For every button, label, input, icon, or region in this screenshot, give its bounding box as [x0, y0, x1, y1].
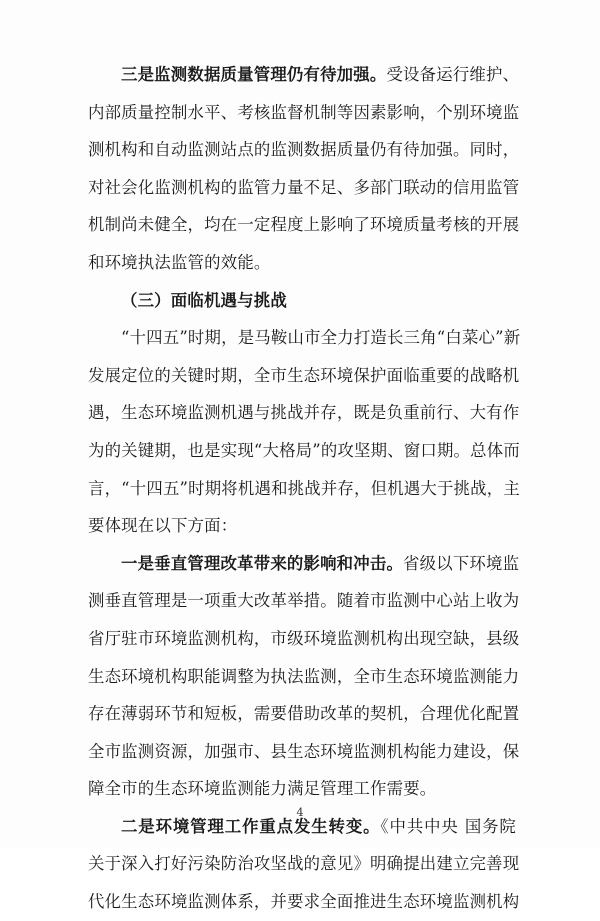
paragraph-lead: 二是环境管理工作重点发生转变。	[121, 816, 381, 836]
paragraph-line: “十四五”时期，是马鞍山市全力打造长三角“白菜心”新	[121, 328, 521, 348]
paragraph-line: 发展定位的关键时期，全市生态环境保护面临重要的战略机	[88, 365, 520, 385]
paragraph-text: 受设备运行维护、	[386, 65, 520, 84]
paragraph-line: 障全市的生态环境监测能力满足管理工作需要。	[88, 779, 437, 799]
paragraph-lead: 一是垂直管理改革带来的影响和冲击。	[121, 553, 404, 573]
paragraph-line: 生态环境机构职能调整为执法监测，全市生态环境监测能力	[88, 666, 520, 686]
paragraph-line: 存在薄弱环节和短板，需要借助改革的契机，合理优化配置	[88, 704, 520, 724]
body-text	[88, 56, 521, 921]
paragraph-line: 为的关键期，也是实现“大格局”的攻坚期、窗口期。总体而	[88, 440, 520, 460]
paragraph-line: 机制尚未健全，均在一定程度上影响了环境质量考核的开展	[88, 215, 520, 235]
paragraph-line	[88, 56, 520, 94]
paragraph-line: 测机构和自动监测站点的监测数据质量仍有待加强。同时，	[88, 140, 520, 160]
paragraph-text: 省级以下环境监	[403, 553, 520, 573]
paragraph-line: 遇，生态环境监测机遇与挑战并存，既是负重前行、大有作	[88, 403, 520, 423]
paragraph-line: 言，“十四五”时期将机遇和挑战并存，但机遇大于挑战，主	[88, 478, 520, 498]
paragraph-line	[88, 545, 520, 583]
paragraph-line: 省厅驻市环境监测机构，市级环境监测机构出现空缺，县级	[88, 628, 520, 648]
paragraph-line: 测垂直管理是一项重大改革举措。随着市监测中心站上收为	[88, 591, 520, 611]
paragraph-lead: 三是监测数据质量管理仍有待加强。	[121, 65, 387, 84]
paragraph-line: 和环境执法监管的效能。	[88, 252, 271, 272]
paragraph-text: 《中共中央 国务院	[380, 816, 517, 836]
section-heading: （三）面临机遇与挑战	[121, 290, 287, 310]
paragraph-line: 全市监测资源，加强市、县生态环境监测机构能力建设，保	[88, 741, 520, 761]
paragraph-line: 代化生态环境监测体系，并要求全面推进生态环境监测机构	[88, 892, 520, 912]
paragraph-line: 要体现在以下方面：	[88, 516, 238, 536]
page-number: 4	[296, 806, 304, 819]
paragraph-line: 内部质量控制水平、考核监督机制等因素影响，个别环境监	[88, 102, 520, 122]
paragraph-line: 关于深入打好污染防治攻坚战的意见》明确提出建立完善现	[88, 854, 520, 874]
paragraph-line: 对社会化监测机构的监管力量不足、多部门联动的信用监管	[88, 177, 520, 197]
